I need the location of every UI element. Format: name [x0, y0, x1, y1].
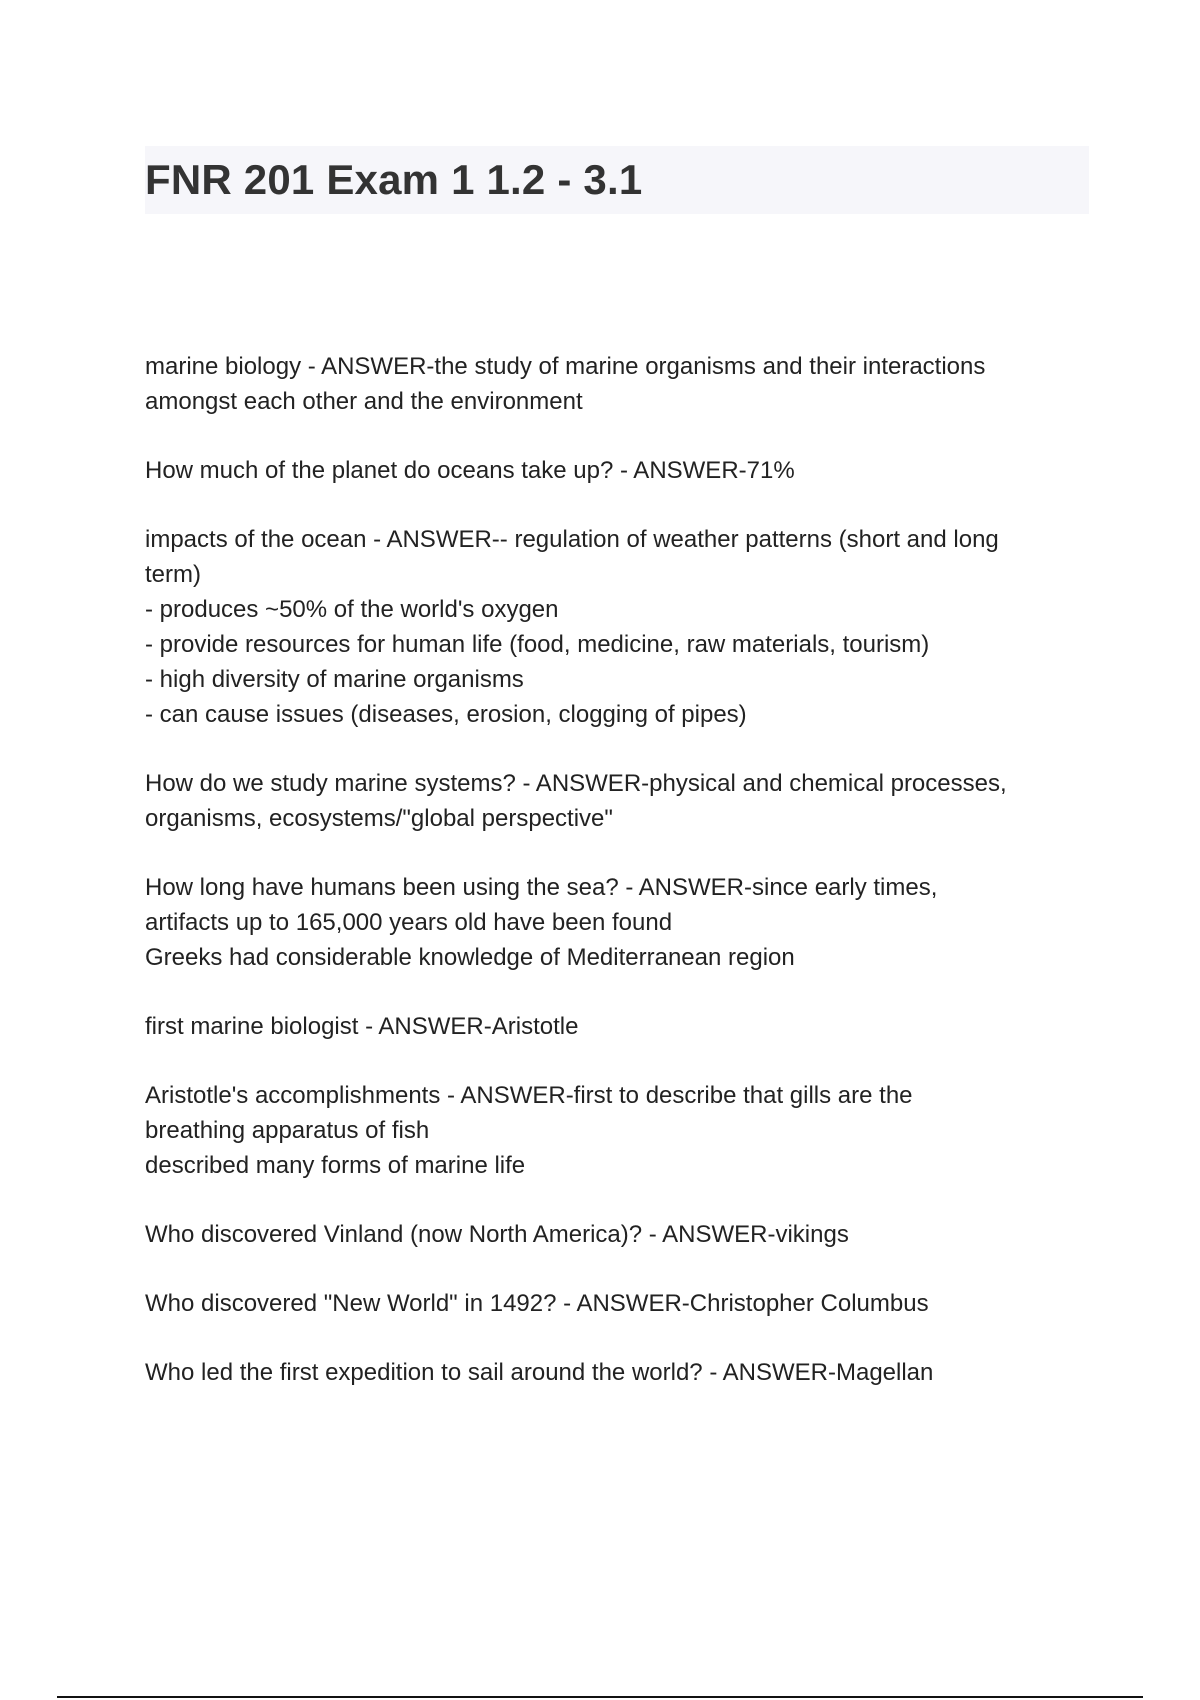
qa-item: [145, 870, 1095, 975]
qa-line: described many forms of marine life: [145, 1152, 526, 1179]
qa-item: [145, 1286, 1095, 1321]
qa-item: [145, 766, 1095, 836]
page-bottom-divider: [57, 1696, 1143, 1698]
qa-line: - can cause issues (diseases, erosion, clogging of pipes): [145, 701, 747, 728]
qa-item: [145, 522, 1095, 732]
qa-line: Aristotle's accomplishments - ANSWER-first to describe that gills are the: [145, 1082, 913, 1109]
title-banner: [145, 146, 1089, 214]
document-title: FNR 201 Exam 1 1.2 - 3.1: [145, 156, 643, 203]
qa-item: [145, 1009, 1095, 1044]
qa-line: term): [145, 561, 201, 588]
qa-line: How long have humans been using the sea? - ANSWER-since early times,: [145, 874, 938, 901]
qa-line: - provide resources for human life (food, medicine, raw materials, tourism): [145, 631, 930, 658]
qa-line: Greeks had considerable knowledge of Mediterranean region: [145, 944, 795, 971]
qa-line: Who discovered Vinland (now North America)? - ANSWER-vikings: [145, 1221, 849, 1248]
qa-line: breathing apparatus of fish: [145, 1117, 430, 1144]
qa-line: How do we study marine systems? - ANSWER-physical and chemical processes,: [145, 770, 1007, 797]
qa-line: artifacts up to 165,000 years old have been found: [145, 909, 673, 936]
qa-item: [145, 1078, 1095, 1183]
qa-item: [145, 1355, 1095, 1390]
qa-line: - high diversity of marine organisms: [145, 666, 524, 693]
qa-line: impacts of the ocean - ANSWER-- regulation of weather patterns (short and long: [145, 526, 999, 553]
qa-line: Who led the first expedition to sail around the world? - ANSWER-Magellan: [145, 1359, 934, 1386]
qa-line: - produces ~50% of the world's oxygen: [145, 596, 559, 623]
qa-line: marine biology - ANSWER-the study of marine organisms and their interactions: [145, 353, 986, 380]
qa-item: [145, 1217, 1095, 1252]
qa-item: [145, 349, 1095, 419]
qa-line: amongst each other and the environment: [145, 388, 583, 415]
qa-item: [145, 453, 1095, 488]
qa-line: Who discovered "New World" in 1492? - ANSWER-Christopher Columbus: [145, 1290, 929, 1317]
qa-line: How much of the planet do oceans take up? - ANSWER-71%: [145, 457, 795, 484]
qa-line: first marine biologist - ANSWER-Aristotle: [145, 1013, 579, 1040]
qa-list: [145, 349, 1095, 1424]
qa-line: organisms, ecosystems/"global perspective": [145, 805, 613, 832]
